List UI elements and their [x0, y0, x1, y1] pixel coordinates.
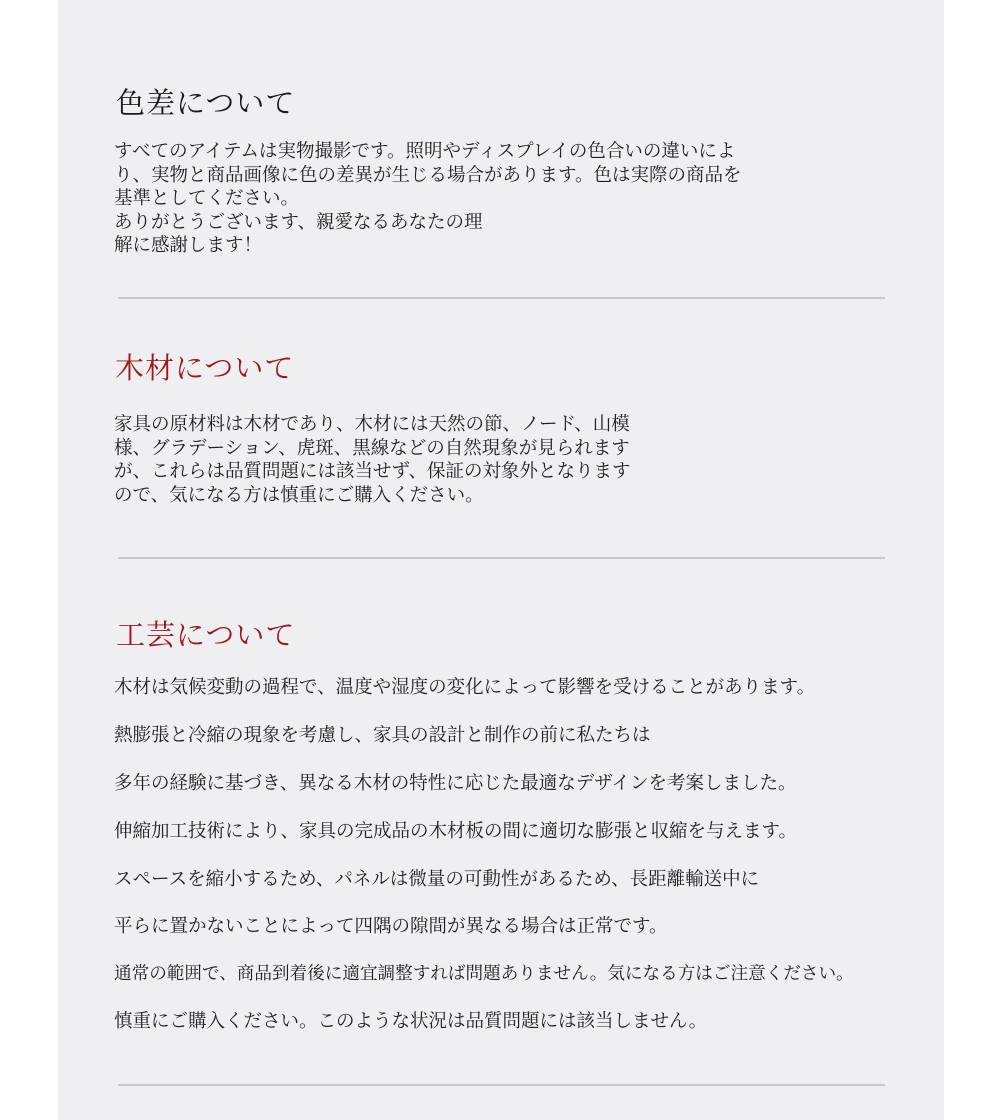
body-line: 多年の経験に基づき、異なる木材の特性に応じた最適なデザインを考案しました。	[114, 773, 797, 794]
body-line: 基準としてください。	[114, 188, 300, 209]
body-line: すべてのアイテムは実物撮影です。照明やディスプレイの色合いの違いによ	[114, 141, 736, 162]
section-title-color-difference: 色差について	[116, 86, 296, 120]
body-line: ので、気になる方は慎重にご購入ください。	[114, 484, 484, 506]
body-line: 慎重にご購入ください。このような状況は品質問題には該当しません。	[114, 1011, 708, 1032]
body-line: 解に感謝します！	[114, 235, 263, 256]
body-line: 熱膨張と冷縮の現象を考慮し、家具の設計と制作の前に私たちは	[114, 725, 651, 746]
section-divider	[118, 297, 885, 299]
body-line: 様、グラデーション、虎斑、黒線などの自然現象が見られます	[114, 437, 630, 459]
section-title-craft: 工芸について	[116, 618, 296, 652]
section-divider	[118, 557, 885, 559]
section-body-color-difference	[114, 140, 742, 258]
body-line: 通常の範囲で、商品到着後に適宜調整すれば問題ありません。気になる方はご注意ください。	[114, 964, 854, 984]
body-line: が、これらは品質問題には該当せず、保証の対象外となります	[114, 461, 631, 482]
body-line: 家具の原材料は木材であり、木材には天然の節、ノード、山模	[114, 414, 630, 435]
body-line: スペースを縮小するため、パネルは微量の可動性があるため、長距離輸送中に	[114, 869, 760, 890]
body-line: り、実物と商品画像に色の差異が生じる場合があります。色は実際の商品を	[114, 164, 742, 186]
section-divider	[118, 1084, 885, 1086]
body-line: 伸縮加工技術により、家具の完成品の木材板の間に適切な膨張と収縮を与えます。	[114, 821, 798, 842]
body-line: 平らに置かないことによって四隅の隙間が異なる場合は正常です。	[114, 916, 668, 937]
section-body-wood	[114, 413, 631, 507]
section-title-wood: 木材について	[115, 351, 295, 385]
body-line: 木材は気候変動の過程で、温度や湿度の変化によって影響を受けることがあります。	[114, 677, 816, 698]
body-line: ありがとうございます、親愛なるあなたの理	[114, 211, 483, 233]
